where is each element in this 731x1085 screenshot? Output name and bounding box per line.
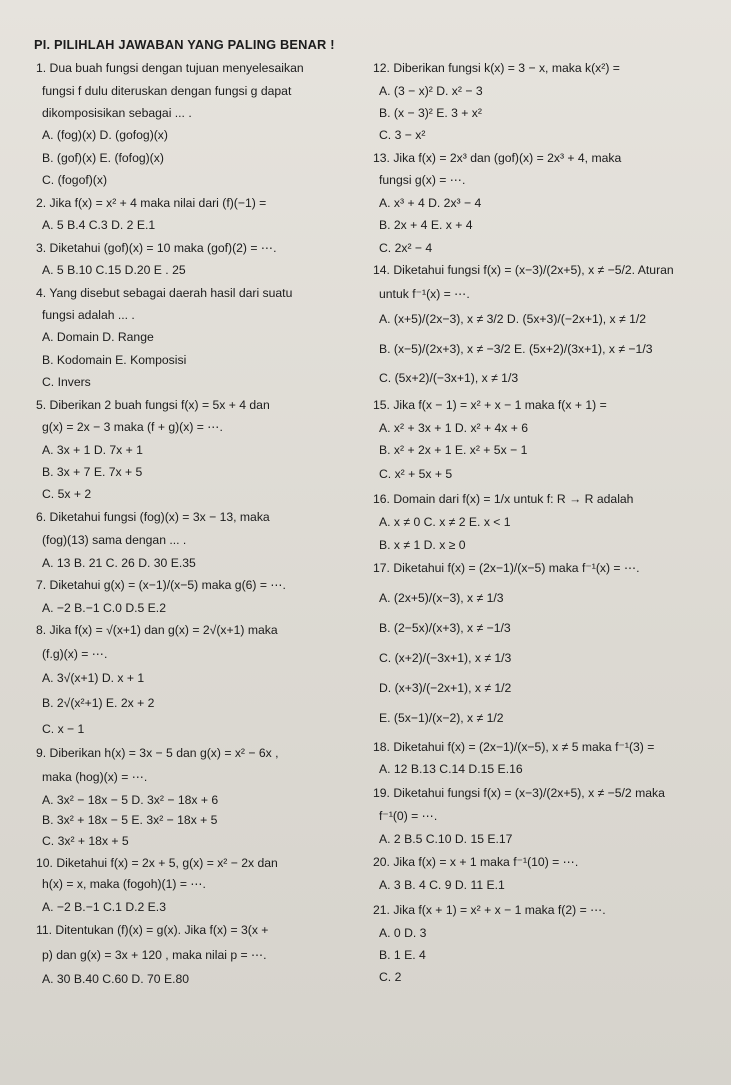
left-line-30: C. x − 1 [42,722,85,736]
right-line-1: 12. Diberikan fungsi k(x) = 3 − x, maka k(x²) = [373,61,620,75]
right-line-33: 20. Jika f(x) = x + 1 maka f⁻¹(10) = ⋯. [373,855,579,869]
left-line-35: C. 3x² + 18x + 5 [42,834,129,848]
left-line-38: A. −2 B.−1 C.1 D.2 E.3 [42,900,166,914]
right-line-3: B. (x − 3)² E. 3 + x² [379,106,482,120]
right-line-9: C. 2x² − 4 [379,241,433,255]
left-line-26: 8. Jika f(x) = √(x+1) dan g(x) = 2√(x+1) maka [36,623,278,637]
right-line-31: f⁻¹(0) = ⋯. [379,809,438,823]
right-line-28: 18. Diketahui f(x) = (2x−1)/(x−5), x ≠ 5 maka f⁻¹(3) = [373,740,655,754]
left-line-9: 3. Diketahui (gof)(x) = 10 maka (gof)(2) = ⋯. [36,241,277,255]
left-line-22: (fog)(13) sama dengan ... . [42,533,187,547]
right-line-26: D. (x+3)/(−2x+1), x ≠ 1/2 [379,681,512,695]
right-line-5: 13. Jika f(x) = 2x³ dan (gof)(x) = 2x³ + 4, maka [373,151,622,165]
left-line-40: p) dan g(x) = 3x + 120 , maka nilai p = ⋯. [42,948,267,962]
right-line-7: A. x³ + 4 D. 2x³ − 4 [379,196,482,210]
right-line-38: C. 2 [379,970,402,984]
left-line-11: 4. Yang disebut sebagai daerah hasil dari suatu [36,286,293,300]
right-line-36: A. 0 D. 3 [379,926,427,940]
right-line-22: 17. Diketahui f(x) = (2x−1)/(x−5) maka f⁻¹(x) = ⋯. [373,561,640,575]
right-line-14: C. (5x+2)/(−3x+1), x ≠ 1/3 [379,371,519,385]
left-line-29: B. 2√(x²+1) E. 2x + 2 [42,696,155,710]
left-line-33: A. 3x² − 18x − 5 D. 3x² − 18x + 6 [42,793,219,807]
left-line-8: A. 5 B.4 C.3 D. 2 E.1 [42,218,156,232]
left-line-39: 11. Ditentukan (f)(x) = g(x). Jika f(x) = 3(x + [36,923,269,937]
left-line-16: 5. Diberikan 2 buah fungsi f(x) = 5x + 4 dan [36,398,270,412]
right-line-10: 14. Diketahui fungsi f(x) = (x−3)/(2x+5), x ≠ −5/2. Aturan [373,263,674,277]
right-line-13: B. (x−5)/(2x+3), x ≠ −3/2 E. (5x+2)/(3x+1), x ≠ −1/3 [379,342,653,356]
right-line-37: B. 1 E. 4 [379,948,426,962]
right-line-2: A. (3 − x)² D. x² − 3 [379,84,483,98]
left-line-17: g(x) = 2x − 3 maka (f + g)(x) = ⋯. [42,420,223,434]
left-line-27: (f.g)(x) = ⋯. [42,647,108,661]
left-line-2: fungsi f dulu diteruskan dengan fungsi g dapat [42,84,292,98]
left-line-4: A. (fog)(x) D. (gofog)(x) [42,128,168,142]
right-line-29: A. 12 B.13 C.14 D.15 E.16 [379,762,523,776]
right-line-27: E. (5x−1)/(x−2), x ≠ 1/2 [379,711,504,725]
left-line-7: 2. Jika f(x) = x² + 4 maka nilai dari (f)(−1) = [36,196,267,210]
right-line-35: 21. Jika f(x + 1) = x² + x − 1 maka f(2) = ⋯. [373,903,606,917]
left-line-20: C. 5x + 2 [42,487,92,501]
left-line-5: B. (gof)(x) E. (fofog)(x) [42,151,164,165]
left-line-37: h(x) = x, maka (fogoh)(1) = ⋯. [42,877,206,891]
right-line-4: C. 3 − x² [379,128,426,142]
left-line-1: 1. Dua buah fungsi dengan tujuan menyelesaikan [36,61,304,75]
left-line-25: A. −2 B.−1 C.0 D.5 E.2 [42,601,166,615]
right-line-34: A. 3 B. 4 C. 9 D. 11 E.1 [379,878,505,892]
left-line-21: 6. Diketahui fungsi (fog)(x) = 3x − 13, maka [36,510,270,524]
right-line-16: A. x² + 3x + 1 D. x² + 4x + 6 [379,421,529,435]
left-line-14: B. Kodomain E. Komposisi [42,353,187,367]
right-line-21: B. x ≠ 1 D. x ≥ 0 [379,538,466,552]
left-line-19: B. 3x + 7 E. 7x + 5 [42,465,143,479]
right-line-32: A. 2 B.5 C.10 D. 15 E.17 [379,832,513,846]
left-line-32: maka (hog)(x) = ⋯. [42,770,148,784]
left-line-28: A. 3√(x+1) D. x + 1 [42,671,145,685]
right-line-24: B. (2−5x)/(x+3), x ≠ −1/3 [379,621,511,635]
left-line-3: dikomposisikan sebagai ... . [42,106,192,120]
left-line-15: C. Invers [42,375,91,389]
left-line-34: B. 3x² + 18x − 5 E. 3x² − 18x + 5 [42,813,218,827]
right-line-30: 19. Diketahui fungsi f(x) = (x−3)/(2x+5), x ≠ −5/2 maka [373,786,665,800]
left-line-24: 7. Diketahui g(x) = (x−1)/(x−5) maka g(6) = ⋯. [36,578,286,592]
right-line-6: fungsi g(x) = ⋯. [379,173,466,187]
worksheet-title: PI. PILIHLAH JAWABAN YANG PALING BENAR ! [34,37,335,52]
right-line-23: A. (2x+5)/(x−3), x ≠ 1/3 [379,591,504,605]
right-line-17: B. x² + 2x + 1 E. x² + 5x − 1 [379,443,528,457]
left-line-13: A. Domain D. Range [42,330,154,344]
left-line-36: 10. Diketahui f(x) = 2x + 5, g(x) = x² − 2x dan [36,856,278,870]
left-line-23: A. 13 B. 21 C. 26 D. 30 E.35 [42,556,196,570]
right-line-15: 15. Jika f(x − 1) = x² + x − 1 maka f(x + 1) = [373,398,607,412]
right-line-25: C. (x+2)/(−3x+1), x ≠ 1/3 [379,651,512,665]
left-line-6: C. (fogof)(x) [42,173,108,187]
left-line-31: 9. Diberikan h(x) = 3x − 5 dan g(x) = x² − 6x , [36,746,279,760]
right-line-18: C. x² + 5x + 5 [379,467,453,481]
left-line-12: fungsi adalah ... . [42,308,135,322]
right-line-12: A. (x+5)/(2x−3), x ≠ 3/2 D. (5x+3)/(−2x+1), x ≠ 1/2 [379,312,647,326]
right-line-8: B. 2x + 4 E. x + 4 [379,218,473,232]
left-line-41: A. 30 B.40 C.60 D. 70 E.80 [42,972,190,986]
left-line-10: A. 5 B.10 C.15 D.20 E . 25 [42,263,186,277]
right-line-19: 16. Domain dari f(x) = 1/x untuk f: R → R adalah [373,492,634,506]
right-line-11: untuk f⁻¹(x) = ⋯. [379,287,470,301]
left-line-18: A. 3x + 1 D. 7x + 1 [42,443,143,457]
right-line-20: A. x ≠ 0 C. x ≠ 2 E. x < 1 [379,515,511,529]
